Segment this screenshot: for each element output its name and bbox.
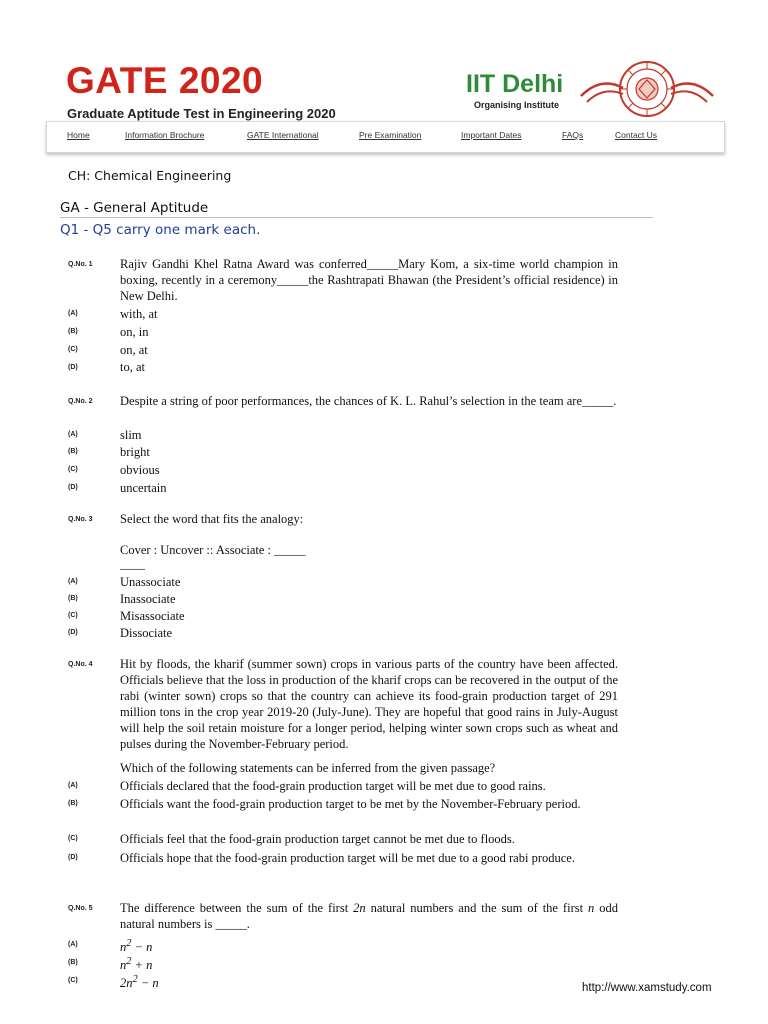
option-text: Unassociate — [120, 575, 181, 589]
math-exponent: 2 — [126, 938, 132, 949]
option-label: (C) — [68, 612, 78, 619]
analogy-blank: ____ — [120, 557, 145, 571]
option-text: slim — [120, 428, 142, 442]
nav-gate-international[interactable]: GATE International — [247, 130, 319, 140]
option-label: (C) — [68, 466, 78, 473]
option-label: (C) — [68, 835, 78, 842]
math-base: n — [120, 940, 127, 955]
math-base: 2n — [120, 976, 133, 991]
option-text: with, at — [120, 307, 158, 321]
nav-contact-us[interactable]: Contact Us — [615, 130, 658, 140]
math-tail: − n — [131, 940, 153, 955]
option-text: Officials hope that the food-grain production target will be met due to a good rabi produce. — [120, 851, 575, 865]
question-number: Q.No. 2 — [68, 398, 93, 405]
math-base: n — [120, 958, 127, 973]
option-text: on, in — [120, 325, 149, 339]
option-label: (D) — [68, 364, 78, 371]
analogy-text: Cover : Uncover :: Associate : _____ — [120, 543, 306, 557]
option-label: (A) — [68, 941, 78, 948]
option-label: (A) — [68, 782, 78, 789]
nav-important-dates[interactable]: Important Dates — [461, 130, 522, 140]
option-label: (A) — [68, 310, 78, 317]
option-text: uncertain — [120, 481, 167, 495]
section-divider — [60, 217, 653, 218]
option-text: to, at — [120, 360, 145, 374]
option-label: (C) — [68, 346, 78, 353]
question-text-part: natural numbers and the sum of the first — [365, 901, 589, 915]
math-tail: − n — [137, 976, 159, 991]
section-title: GA - General Aptitude — [60, 200, 209, 216]
option-label: (C) — [68, 977, 78, 984]
math-exponent: 2 — [132, 974, 138, 985]
gate-title: GATE 2020 — [66, 60, 264, 101]
question-number: Q.No. 5 — [68, 905, 93, 912]
question-text-part: odd natural numbers is _____. — [120, 901, 619, 931]
option-label: (B) — [68, 448, 78, 455]
nav-bar — [46, 121, 725, 153]
option-math — [120, 972, 618, 991]
nav-pre-examination[interactable]: Pre Examination — [359, 130, 422, 140]
option-text: obvious — [120, 463, 160, 477]
option-text: Officials want the food-grain production target to be met by the November-February period. — [120, 797, 581, 811]
option-text: Officials feel that the food-grain production target cannot be met due to floods. — [120, 832, 515, 846]
option-label: (B) — [68, 595, 78, 602]
question-text-part: The difference between the sum of the first — [120, 901, 354, 915]
option-text: Misassociate — [120, 609, 185, 623]
option-label: (D) — [68, 484, 78, 491]
option-text: on, at — [120, 343, 148, 357]
option-text: bright — [120, 445, 150, 459]
question-number: Q.No. 3 — [68, 516, 93, 523]
math-2n: 2n — [353, 901, 366, 915]
nav-home[interactable]: Home — [67, 130, 90, 140]
option-text: Inassociate — [120, 592, 176, 606]
option-label: (D) — [68, 854, 78, 861]
option-text: Officials declared that the food-grain production target will be met due to good rains. — [120, 779, 546, 793]
question-text: Select the word that fits the analogy: — [120, 512, 304, 526]
option-label: (B) — [68, 328, 78, 335]
question-text — [120, 900, 618, 932]
option-label: (A) — [68, 431, 78, 438]
nav-information-brochure[interactable]: Information Brochure — [125, 130, 205, 140]
question-number: Q.No. 4 — [68, 661, 93, 668]
option-math — [120, 936, 618, 955]
option-text: Dissociate — [120, 626, 173, 640]
option-label: (D) — [68, 629, 78, 636]
question-number: Q.No. 1 — [68, 261, 93, 268]
question-prompt: Which of the following statements can be inferred from the given passage? — [120, 761, 496, 775]
iit-delhi-emblem-icon — [577, 58, 717, 120]
footer-url[interactable]: http://www.xamstudy.com — [582, 982, 712, 994]
math-tail: + n — [131, 958, 153, 973]
question-text: Despite a string of poor performances, the chances of K. L. Rahul’s selection in the team are_____. — [120, 394, 617, 408]
institute-name: IIT Delhi — [466, 70, 564, 98]
math-exponent: 2 — [126, 956, 132, 967]
option-label: (A) — [68, 578, 78, 585]
gate-subtitle: Graduate Aptitude Test in Engineering 2020 — [67, 106, 336, 121]
math-n: n — [588, 901, 595, 915]
paper-name: CH: Chemical Engineering — [68, 168, 232, 183]
option-label: (B) — [68, 959, 78, 966]
marks-note: Q1 - Q5 carry one mark each. — [60, 222, 261, 238]
nav-faqs[interactable]: FAQs — [562, 130, 584, 140]
question-text: Rajiv Gandhi Khel Ratna Award was conferred_____Mary Kom, a six-time world champion in boxing, recently in a ceremony_____the Rashtrapati Bhawan (the President’s official residence) in New Delhi. — [120, 257, 618, 303]
question-text: Hit by floods, the kharif (summer sown) crops in various parts of the country have been affected. Officials believe that the loss in production of the kharif crops can be recovered in the output of the rabi (winter sown) crops so that the country can achieve its food-grain production target of 291 million tons in the crop year 2019-20 (July-June). They are hopeful that good rains in July-August will help the soil retain moisture for a longer period, helping winter sown crops such as wheat and pulses during the November-February period. — [120, 657, 618, 751]
institute-subtitle: Organising Institute — [474, 100, 560, 110]
option-math — [120, 954, 618, 973]
option-label: (B) — [68, 800, 78, 807]
